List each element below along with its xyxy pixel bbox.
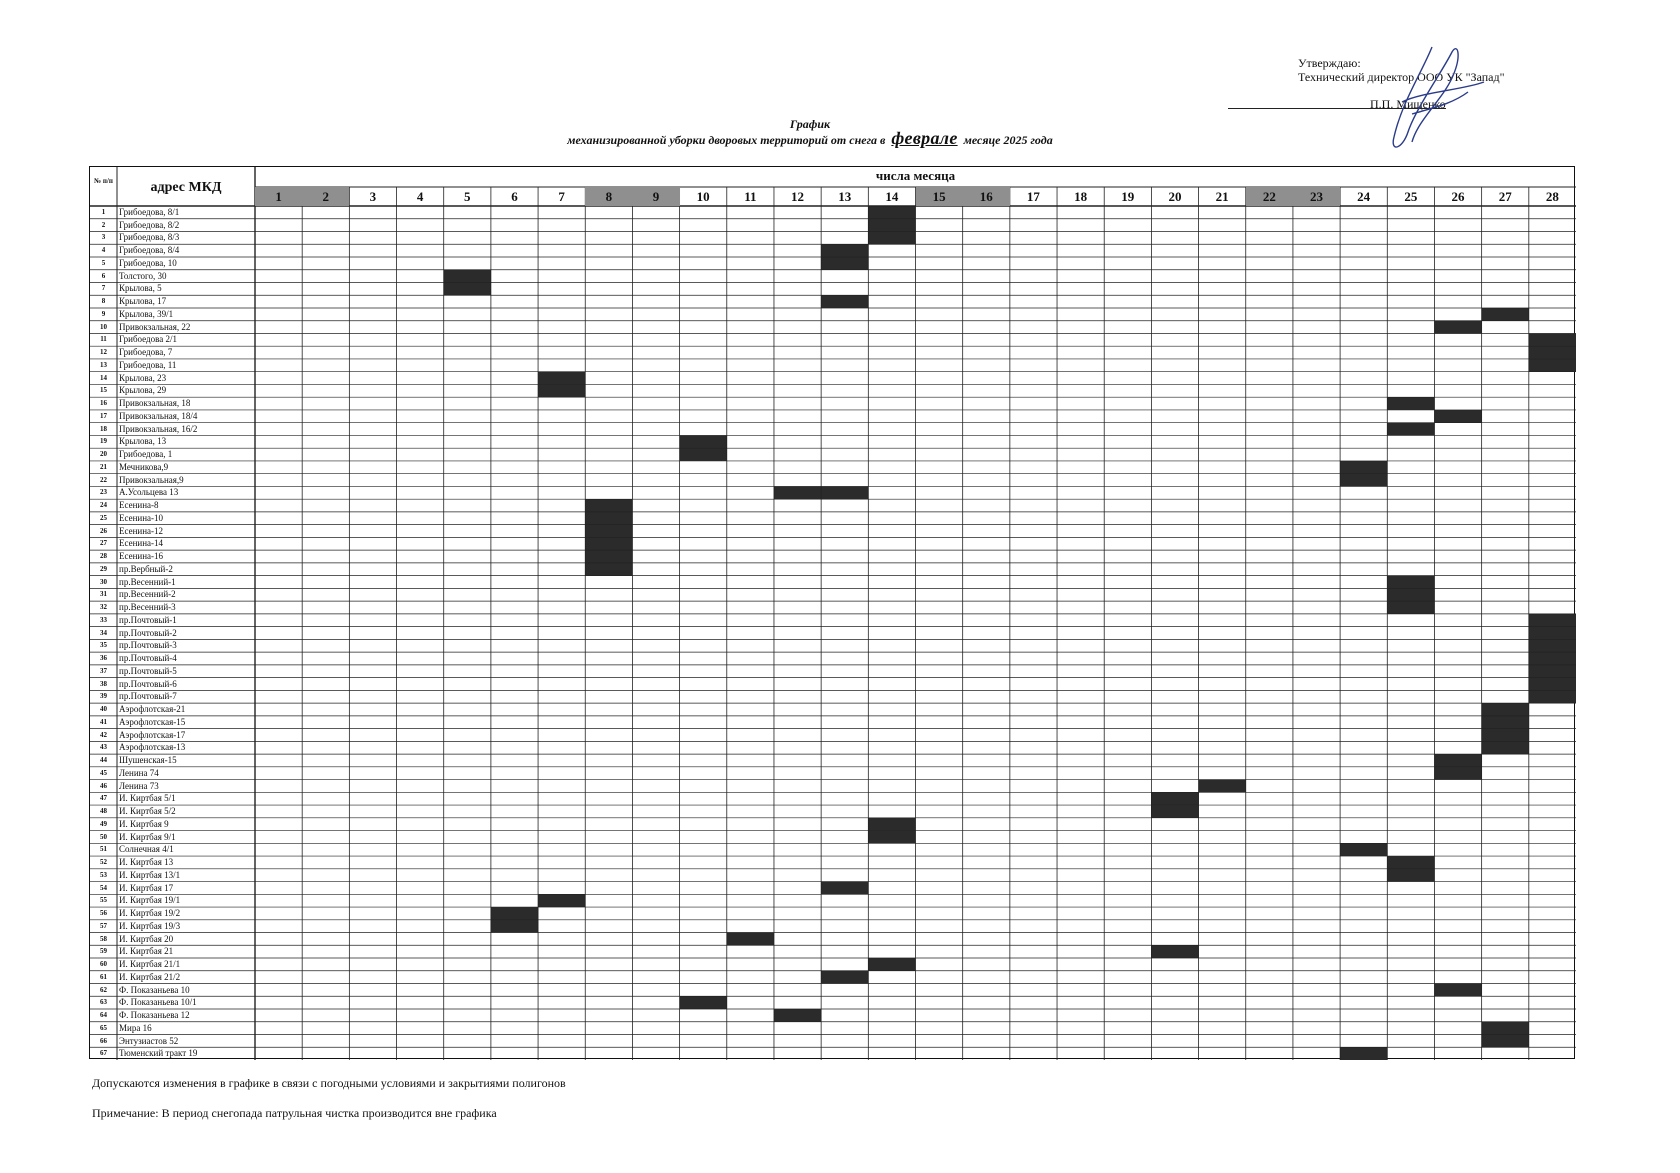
row-address: И. Киртбая 21/2: [119, 971, 181, 982]
row-number: 2: [101, 220, 106, 229]
scheduled-cell: [1387, 869, 1434, 882]
scheduled-cell: [1434, 754, 1481, 767]
row-address: Грибоедова, 8/2: [119, 219, 180, 230]
row-address: Крылова, 13: [119, 436, 167, 447]
row-number: 25: [100, 513, 107, 522]
row-address: И. Киртбая 21/1: [119, 959, 181, 970]
row-address: Есенина-14: [119, 538, 164, 549]
row-address: Солнечная 4/1: [119, 844, 174, 855]
scheduled-cell: [585, 550, 632, 563]
row-address: И. Киртбая 19/1: [119, 895, 181, 906]
row-address: Аэрофлотская-17: [119, 729, 186, 740]
day-header: 17: [1026, 189, 1040, 204]
title-line2: [540, 128, 1080, 148]
scheduled-cell: [1482, 308, 1529, 321]
header-number: № п/п: [94, 177, 113, 185]
row-number: 26: [100, 526, 107, 535]
row-address: Грибоедова, 7: [119, 347, 173, 358]
row-address: Привокзальная, 18: [119, 398, 191, 409]
day-header: 23: [1293, 187, 1340, 206]
row-number: 60: [100, 960, 107, 969]
row-address: А.Усольцева 13: [119, 487, 179, 498]
row-number: 5: [101, 258, 106, 267]
row-number: 21: [100, 462, 107, 471]
row-address: пр.Почтовый-3: [119, 640, 177, 651]
note-snowfall: Примечание: В период снегопада патрульная чистка производится вне графика: [92, 1106, 497, 1120]
row-number: 42: [100, 730, 107, 739]
row-address: Есенина-8: [119, 500, 159, 511]
row-address: Мечникова,9: [119, 461, 169, 472]
row-address: И. Киртбая 5/2: [119, 806, 176, 817]
row-address: И. Киртбая 21: [119, 946, 174, 957]
scheduled-cell: [585, 499, 632, 512]
row-number: 4: [101, 246, 106, 255]
scheduled-cell: [774, 1009, 821, 1022]
scheduled-cell: [1482, 741, 1529, 754]
row-address: Крылова, 29: [119, 385, 167, 396]
scheduled-cell: [1387, 601, 1434, 614]
day-header: 28: [1545, 189, 1559, 204]
row-number: 31: [100, 590, 107, 599]
day-header: 5: [464, 189, 471, 204]
day-header: 11: [744, 189, 757, 204]
row-number: 63: [100, 998, 107, 1007]
row-address: Крылова, 39/1: [119, 308, 174, 319]
scheduled-cell: [538, 372, 585, 385]
row-address: Энтузиастов 52: [119, 1035, 179, 1046]
row-number: 7: [101, 284, 106, 293]
row-address: Грибоедова, 8/1: [119, 207, 180, 217]
day-header: 20: [1168, 189, 1182, 204]
day-header: 27: [1498, 189, 1512, 204]
row-number: 59: [100, 947, 107, 956]
scheduled-cell: [1529, 652, 1576, 665]
row-number: 49: [100, 819, 107, 828]
scheduled-cell: [821, 257, 868, 270]
approval-signatory: П.П. Мищенко: [1298, 97, 1598, 111]
row-address: Аэрофлотская-13: [119, 742, 186, 753]
row-number: 13: [100, 360, 107, 369]
row-number: 40: [100, 705, 107, 714]
day-header: 26: [1451, 189, 1465, 204]
scheduled-cell: [1151, 945, 1198, 958]
row-number: 44: [100, 756, 107, 765]
scheduled-cell: [1340, 461, 1387, 474]
scheduled-cell: [1529, 690, 1576, 703]
approval-line2: Технический директор ООО УК "Запад": [1298, 70, 1505, 84]
row-number: 20: [100, 450, 107, 459]
row-address: И. Киртбая 9: [119, 818, 169, 829]
row-address: И. Киртбая 13: [119, 857, 174, 868]
row-number: 66: [100, 1036, 107, 1045]
row-number: 16: [100, 399, 107, 408]
scheduled-cell: [1151, 805, 1198, 818]
row-number: 37: [100, 666, 107, 675]
scheduled-cell: [1482, 1022, 1529, 1035]
scheduled-cell: [868, 231, 915, 244]
day-header: 10: [696, 189, 710, 204]
row-address: пр.Почтовый-5: [119, 665, 177, 676]
scheduled-cell: [868, 219, 915, 232]
row-number: 19: [100, 437, 107, 446]
scheduled-cell: [868, 958, 915, 971]
scheduled-cell: [491, 907, 538, 920]
row-address: пр.Почтовый-7: [119, 691, 177, 702]
row-number: 10: [100, 322, 107, 331]
row-address: пр.Почтовый-6: [119, 678, 177, 689]
row-address: Мира 16: [119, 1022, 152, 1033]
row-number: 58: [100, 934, 107, 943]
scheduled-cell: [585, 563, 632, 576]
row-number: 17: [100, 411, 107, 420]
row-address: Толстого, 30: [119, 270, 167, 281]
row-number: 50: [100, 832, 107, 841]
scheduled-cell: [1434, 984, 1481, 997]
row-address: Крылова, 17: [119, 296, 167, 307]
day-header: 18: [1074, 189, 1088, 204]
scheduled-cell: [1199, 780, 1246, 793]
row-number: 3: [101, 233, 106, 242]
row-address: Есенина-16: [119, 551, 164, 562]
row-address: пр.Вербный-2: [119, 563, 173, 574]
row-number: 15: [100, 386, 107, 395]
day-header: 7: [558, 189, 565, 204]
row-number: 45: [100, 768, 107, 777]
row-number: 24: [100, 501, 107, 510]
row-address: Тюменский тракт 19: [119, 1048, 198, 1059]
scheduled-cell: [444, 282, 491, 295]
row-number: 23: [100, 488, 107, 497]
row-number: 39: [100, 692, 107, 701]
day-header: 2: [302, 187, 349, 206]
row-number: 22: [100, 475, 107, 484]
row-number: 9: [101, 309, 106, 318]
scheduled-cell: [1482, 729, 1529, 742]
scheduled-cell: [1434, 321, 1481, 334]
scheduled-cell: [868, 206, 915, 219]
row-address: Ф. Показаньева 12: [119, 1010, 190, 1020]
row-address: И. Киртбая 13/1: [119, 869, 181, 880]
row-number: 36: [100, 654, 107, 663]
scheduled-cell: [1482, 716, 1529, 729]
day-header: 9: [632, 187, 679, 206]
scheduled-cell: [1387, 576, 1434, 589]
row-address: Аэрофлотская-15: [119, 716, 186, 727]
row-number: 35: [100, 641, 107, 650]
day-header: 12: [791, 189, 805, 204]
row-address: И. Киртбая 19/2: [119, 908, 181, 919]
day-header: 6: [511, 189, 518, 204]
title-prefix: механизированной уборки дворовых территорий от снега в: [567, 133, 886, 147]
row-number: 51: [100, 845, 107, 854]
scheduled-cell: [821, 882, 868, 895]
day-header: 19: [1121, 189, 1135, 204]
row-address: Ленина 74: [119, 767, 159, 778]
row-address: Есенина-12: [119, 525, 164, 536]
day-header: 14: [885, 189, 899, 204]
row-number: 30: [100, 577, 107, 586]
day-header: 8: [585, 187, 632, 206]
day-header: 13: [838, 189, 852, 204]
row-number: 64: [100, 1011, 107, 1019]
row-number: 67: [100, 1049, 107, 1058]
row-address: пр.Почтовый-4: [119, 653, 177, 664]
row-number: 33: [100, 615, 107, 624]
row-number: 28: [100, 552, 107, 561]
day-header: 3: [369, 189, 377, 204]
approval-line1: Утверждаю:: [1298, 56, 1361, 70]
scheduled-cell: [1529, 359, 1576, 372]
row-number: 62: [100, 985, 107, 994]
row-number: 8: [101, 297, 106, 306]
scheduled-cell: [1340, 474, 1387, 487]
row-address: Грибоедова, 11: [119, 359, 177, 370]
title-line1: График: [789, 117, 831, 131]
scheduled-cell: [1482, 1035, 1529, 1048]
row-address: И. Киртбая 17: [119, 882, 174, 893]
day-header: 22: [1246, 187, 1293, 206]
note-changes: Допускаются изменения в графике в связи с погодными условиями и закрытиями полигонов: [92, 1076, 566, 1090]
row-number: 61: [100, 972, 107, 981]
row-number: 53: [100, 870, 107, 879]
row-address: Есенина-10: [119, 512, 164, 523]
row-number: 11: [100, 335, 107, 344]
row-address: Привокзальная,9: [119, 474, 184, 485]
row-number: 29: [100, 564, 107, 573]
scheduled-cell: [1387, 856, 1434, 869]
row-address: Ф. Показаньева 10/1: [119, 997, 197, 1008]
row-number: 32: [100, 603, 107, 612]
scheduled-cell: [585, 537, 632, 550]
row-address: Грибоедова, 8/4: [119, 245, 180, 256]
row-number: 14: [100, 373, 107, 382]
row-address: И. Киртбая 19/3: [119, 920, 181, 931]
row-number: 41: [100, 717, 107, 726]
scheduled-cell: [444, 270, 491, 283]
document-title: [540, 117, 1080, 147]
header-address: адрес МКД: [150, 180, 222, 195]
scheduled-cell: [868, 831, 915, 844]
row-address: Привокзальная, 22: [119, 321, 191, 332]
day-header: 24: [1357, 189, 1371, 204]
row-address: Грибоедова, 10: [119, 257, 177, 268]
scheduled-cell: [821, 486, 868, 499]
signature-image: [1372, 42, 1492, 157]
day-header: 25: [1404, 189, 1418, 204]
row-number: 48: [100, 807, 107, 816]
row-address: пр.Весенний-1: [119, 576, 176, 587]
schedule-grid-lines: [90, 167, 1576, 1060]
row-address: Грибоедова, 1: [119, 449, 173, 460]
scheduled-cell: [1387, 397, 1434, 410]
scheduled-cell: [1529, 346, 1576, 359]
row-address: пр.Почтовый-2: [119, 627, 177, 638]
row-number: 52: [100, 858, 107, 867]
schedule-table: [89, 166, 1575, 1059]
row-number: 6: [101, 271, 106, 280]
row-address: Ф. Показаньева 10: [119, 984, 190, 995]
row-address: пр.Весенний-2: [119, 589, 176, 600]
scheduled-cell: [680, 996, 727, 1009]
scheduled-cell: [1340, 1047, 1387, 1060]
header-days-of-month: числа месяца: [875, 168, 956, 183]
row-address: И. Киртбая 20: [119, 933, 174, 944]
row-number: 57: [100, 921, 107, 930]
row-address: пр.Весенний-3: [119, 602, 176, 613]
title-month: феврале: [891, 128, 958, 148]
scheduled-cell: [727, 933, 774, 946]
row-number: 56: [100, 909, 107, 918]
scheduled-cell: [1529, 678, 1576, 691]
row-number: 18: [100, 424, 107, 433]
row-address: Привокзальная, 18/4: [119, 410, 198, 421]
row-address: Крылова, 23: [119, 372, 167, 383]
scheduled-cell: [585, 512, 632, 525]
scheduled-cell: [585, 525, 632, 538]
row-number: 27: [100, 539, 107, 548]
row-address: Ленина 73: [119, 780, 159, 791]
day-header: 15: [916, 187, 963, 206]
scheduled-cell: [1387, 588, 1434, 601]
scheduled-cell: [774, 486, 821, 499]
scheduled-cell: [1434, 767, 1481, 780]
row-number: 38: [100, 679, 107, 688]
day-header: 1: [255, 187, 302, 206]
scheduled-cell: [821, 971, 868, 984]
row-number: 47: [100, 794, 107, 803]
scheduled-cell: [1529, 665, 1576, 678]
scheduled-cell: [868, 818, 915, 831]
row-address: Шушенская-15: [119, 755, 177, 766]
scheduled-cell: [1529, 614, 1576, 627]
scheduled-cell: [538, 894, 585, 907]
scheduled-cell: [1529, 639, 1576, 652]
row-address: И. Киртбая 5/1: [119, 793, 176, 804]
scheduled-cell: [1529, 627, 1576, 640]
row-address: Грибоедова, 8/3: [119, 232, 180, 243]
row-number: 54: [100, 883, 107, 892]
row-address: Крылова, 5: [119, 283, 162, 294]
row-number: 12: [100, 348, 107, 357]
scheduled-cell: [1151, 792, 1198, 805]
row-address: Привокзальная, 16/2: [119, 423, 198, 434]
scheduled-cell: [821, 295, 868, 308]
scheduled-cell: [680, 435, 727, 448]
row-number: 43: [100, 743, 107, 752]
day-header: 16: [963, 187, 1010, 206]
scheduled-cell: [1482, 703, 1529, 716]
scheduled-cell: [1387, 423, 1434, 436]
scheduled-cell: [1529, 333, 1576, 346]
row-address: пр.Почтовый-1: [119, 614, 177, 625]
row-number: 34: [100, 628, 107, 637]
day-header: 21: [1215, 189, 1229, 204]
title-suffix: месяце 2025 года: [963, 133, 1053, 147]
row-address: Аэрофлотская-21: [119, 704, 186, 715]
scheduled-cell: [1340, 843, 1387, 856]
row-number: 46: [100, 781, 107, 790]
scheduled-cell: [538, 384, 585, 397]
row-address: И. Киртбая 9/1: [119, 831, 176, 842]
scheduled-cell: [680, 448, 727, 461]
scheduled-cell: [1434, 410, 1481, 423]
scheduled-cell: [491, 920, 538, 933]
row-number: 65: [100, 1023, 107, 1032]
day-header: 4: [416, 189, 424, 204]
scheduled-cell: [821, 244, 868, 257]
row-address: Грибоедова 2/1: [119, 334, 177, 345]
row-number: 1: [101, 208, 106, 216]
row-number: 55: [100, 896, 107, 905]
